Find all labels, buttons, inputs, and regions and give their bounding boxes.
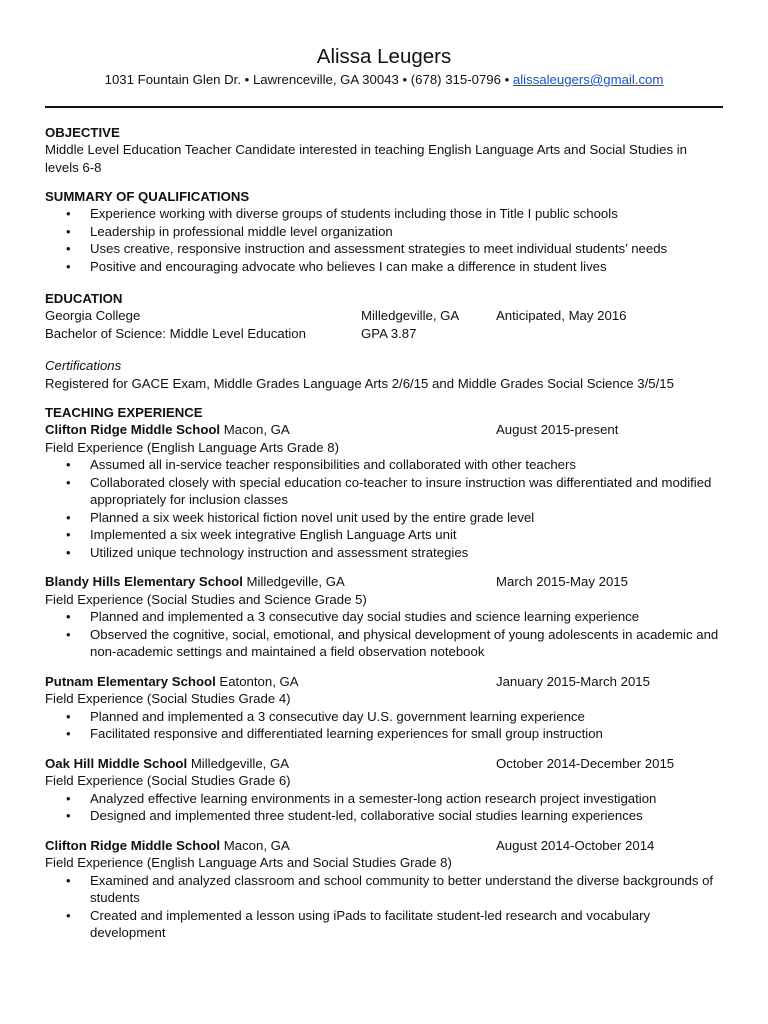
education-gpa: GPA 3.87 xyxy=(361,325,417,341)
job-school: Clifton Ridge Middle School xyxy=(45,837,221,853)
job-bullets xyxy=(45,790,723,825)
job-header xyxy=(45,421,723,439)
list-item: • Examined and analyzed classroom and school community to better understand the diverse backgrounds of students xyxy=(66,872,714,905)
job-role: Field Experience (Social Studies Grade 4) xyxy=(45,691,291,706)
list-item: • Implemented a six week integrative English Language Arts unit xyxy=(66,527,457,542)
education-school: Georgia College xyxy=(45,308,141,323)
job-bullets xyxy=(45,708,723,743)
resume-header xyxy=(0,44,768,88)
job-school: Clifton Ridge Middle School xyxy=(45,422,221,437)
education-row-1 xyxy=(45,307,723,325)
certifications-heading: Certifications xyxy=(45,358,122,373)
job-location: Macon, GA xyxy=(220,837,290,853)
job-role: Field Experience (Social Studies and Science Grade 5) xyxy=(45,591,367,607)
list-item: • Utilized unique technology instruction and assessment strategies xyxy=(66,544,469,560)
job-dates: January 2015-March 2015 xyxy=(496,673,650,689)
list-item: • Designed and implemented three student-led, collaborative social studies learning experiences xyxy=(66,808,643,823)
summary-list xyxy=(45,205,723,275)
education-degree: Bachelor of Science: Middle Level Education xyxy=(45,325,306,341)
list-item: • Positive and encouraging advocate who believes I can make a difference in student lives xyxy=(66,258,607,274)
job-role: Field Experience (Social Studies Grade 6) xyxy=(45,773,291,788)
job-dates: August 2015-present xyxy=(496,422,619,437)
certifications-text: Registered for GACE Exam, Middle Grades Language Arts 2/6/15 and Middle Grades Social Science 3/5/15 xyxy=(45,375,674,391)
contact-line xyxy=(0,71,768,88)
objective-line-1: Middle Level Education Teacher Candidate interested in teaching English Language Arts and Social Studies in xyxy=(45,142,687,157)
objective-heading: OBJECTIVE xyxy=(45,125,120,140)
job-school: Oak Hill Middle School xyxy=(45,755,188,771)
candidate-name: Alissa Leugers xyxy=(316,45,452,68)
list-item: • Facilitated responsive and differentiated learning experiences for small group instruction xyxy=(66,726,603,741)
header-divider xyxy=(45,106,723,108)
job-location: Eatonton, GA xyxy=(215,673,299,689)
contact-details: 1031 Fountain Glen Dr. • Lawrenceville, GA 30043 • (678) 315-0796 • xyxy=(104,72,513,87)
job-dates: March 2015-May 2015 xyxy=(496,574,628,589)
job-bullets xyxy=(45,456,723,561)
job-role: Field Experience (English Language Arts and Social Studies Grade 8) xyxy=(45,855,452,870)
job-location: Milledgeville, GA xyxy=(187,755,290,771)
job-dates: October 2014-December 2015 xyxy=(496,755,675,771)
list-item: • Uses creative, responsive instruction and assessment strategies to meet individual students’ needs xyxy=(66,241,668,256)
education-heading: EDUCATION xyxy=(45,291,123,306)
list-item: • Created and implemented a lesson using iPads to facilitate student-led research and vocabulary development xyxy=(66,907,651,940)
list-item: • Experience working with diverse groups of students including those in Title I public schools xyxy=(66,206,618,221)
job-header xyxy=(45,837,723,855)
list-item: • Analyzed effective learning environments in a semester-long action research project investigation xyxy=(66,790,657,806)
job-bullets xyxy=(45,608,723,661)
job-role: Field Experience (English Language Arts Grade 8) xyxy=(45,439,339,455)
education-row-2 xyxy=(45,325,723,343)
list-item: • Planned a six week historical fiction novel unit used by the entire grade level xyxy=(66,509,535,525)
list-item: • Planned and implemented a 3 consecutive day U.S. government learning experience xyxy=(66,708,585,724)
job-header xyxy=(45,673,723,691)
job-school: Blandy Hills Elementary School xyxy=(45,574,243,589)
job-dates: August 2014-October 2014 xyxy=(496,837,655,853)
job-header xyxy=(45,573,723,591)
resume-body xyxy=(45,124,723,942)
list-item: • Observed the cognitive, social, emotional, and physical development of young adolescents in academic and non-academic settings and maintained a field observation notebook xyxy=(66,626,719,659)
list-item: • Planned and implemented a 3 consecutive day social studies and science learning experience xyxy=(66,609,640,624)
job-location: Milledgeville, GA xyxy=(242,574,345,589)
list-item: • Leadership in professional middle level organization xyxy=(66,223,393,239)
education-location: Milledgeville, GA xyxy=(361,308,460,323)
list-item: • Assumed all in-service teacher responsibilities and collaborated with other teachers xyxy=(66,457,576,472)
education-date: Anticipated, May 2016 xyxy=(496,308,627,323)
job-header xyxy=(45,755,723,773)
job-location: Macon, GA xyxy=(220,422,290,437)
email-link[interactable]: alissaleugers@gmail.com xyxy=(512,72,664,87)
job-bullets xyxy=(45,872,723,942)
teaching-heading: TEACHING EXPERIENCE xyxy=(45,405,203,420)
summary-heading: SUMMARY OF QUALIFICATIONS xyxy=(45,189,250,204)
objective-line-2: levels 6-8 xyxy=(45,159,102,175)
list-item: • Collaborated closely with special education co-teacher to insure instruction was differentiated and modified appropriately for inclusion classes xyxy=(66,474,712,507)
job-school: Putnam Elementary School xyxy=(45,673,216,689)
